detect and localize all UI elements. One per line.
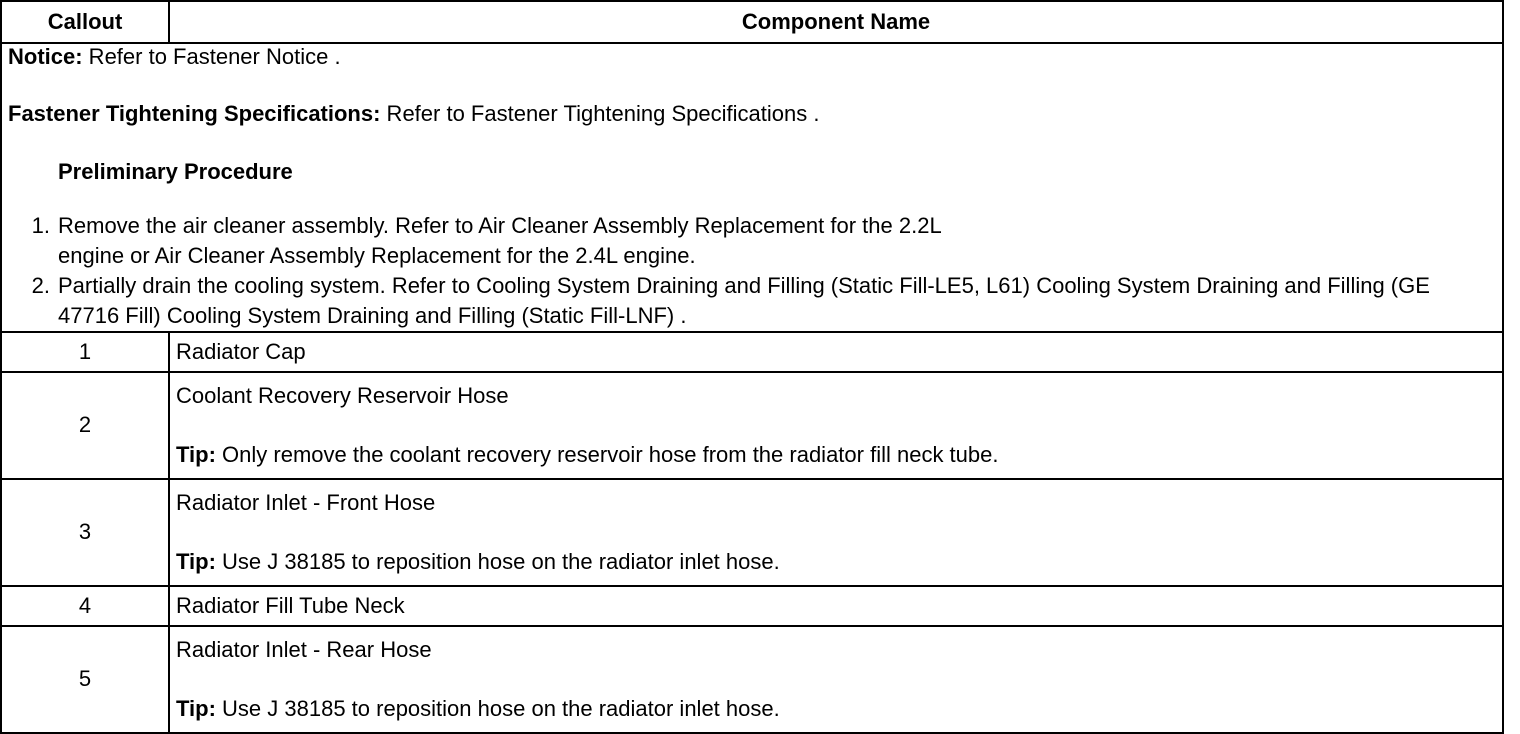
callout-number: 1 bbox=[1, 332, 169, 372]
callout-number: 4 bbox=[1, 586, 169, 626]
callout-column-header: Callout bbox=[1, 1, 169, 43]
table-row bbox=[1, 479, 1503, 586]
table-row bbox=[1, 332, 1503, 372]
notice-text: Refer to Fastener Notice . bbox=[82, 44, 341, 69]
tip-text: Only remove the coolant recovery reservoir hose from the radiator fill neck tube. bbox=[215, 441, 999, 467]
fastener-specs-label: Fastener Tightening Specifications: bbox=[8, 101, 381, 127]
component-cell bbox=[169, 626, 1503, 733]
step-text: Remove the air cleaner assembly. Refer to Air Cleaner Assembly Replacement for the 2.2L engine or Air Cleaner Assembly Replacement for the 2.4L engine. bbox=[58, 213, 941, 269]
tip-text: Use J 38185 to reposition hose on the radiator inlet hose. bbox=[215, 695, 780, 721]
fastener-specs-paragraph bbox=[8, 101, 1496, 127]
table-row bbox=[1, 626, 1503, 733]
table-row bbox=[1, 372, 1503, 479]
intro-row bbox=[1, 43, 1503, 332]
component-name: Radiator Fill Tube Neck bbox=[169, 586, 1503, 626]
table-row bbox=[1, 586, 1503, 626]
table-header-row bbox=[1, 1, 1503, 43]
tip-note bbox=[176, 549, 1496, 575]
component-name: Radiator Inlet - Front Hose bbox=[176, 490, 436, 516]
tip-label: Tip: bbox=[176, 441, 216, 467]
notice-paragraph bbox=[8, 44, 1496, 70]
procedure-step bbox=[8, 211, 1496, 271]
step-number: 2. bbox=[31, 273, 50, 299]
component-name-column-header: Component Name bbox=[169, 1, 1503, 43]
tip-label: Tip: bbox=[176, 695, 216, 721]
notice-label: Notice: bbox=[8, 44, 83, 69]
callout-number: 5 bbox=[1, 626, 169, 733]
component-name: Radiator Cap bbox=[169, 332, 1503, 372]
preliminary-procedure-heading: Preliminary Procedure bbox=[58, 158, 293, 184]
callout-number: 2 bbox=[1, 372, 169, 479]
component-cell bbox=[169, 372, 1503, 479]
step-text: Partially drain the cooling system. Refer to Cooling System Draining and Filling (Static Fill-LE5, L61) Cooling System Draining and Filling (GE 47716 Fill) Cooling System Draining and Filling (Static Fill-LNF) . bbox=[58, 273, 1430, 329]
fastener-specs-text: Refer to Fastener Tightening Specifications . bbox=[380, 101, 820, 127]
component-name: Radiator Inlet - Rear Hose bbox=[176, 637, 432, 663]
procedure-step bbox=[8, 271, 1496, 331]
tip-note bbox=[176, 696, 1496, 722]
tip-label: Tip: bbox=[176, 548, 216, 574]
tip-text: Use J 38185 to reposition hose on the radiator inlet hose. bbox=[215, 548, 780, 574]
step-number: 1. bbox=[31, 213, 50, 239]
component-name: Coolant Recovery Reservoir Hose bbox=[176, 383, 509, 409]
callout-number: 3 bbox=[1, 479, 169, 586]
intro-cell bbox=[1, 43, 1503, 332]
component-cell bbox=[169, 479, 1503, 586]
tip-note bbox=[176, 442, 1496, 468]
procedure-steps-list bbox=[8, 211, 1496, 331]
